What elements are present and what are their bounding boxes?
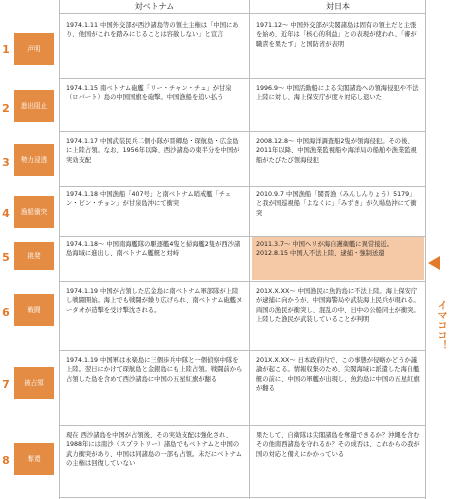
stage-number: 4 (2, 207, 10, 220)
japan-event: 201X.X.XX〜 日本政府内で、この事態が侵略かどうか議論が起こる。情報収集のため、尖閣海域に派遣した海自艦艇の前に、中国の軍艦が出現し、魚釣島に中国の五星紅旗が翻る (256, 357, 420, 392)
row-divider (59, 281, 426, 282)
japan-event: 果たして、自衛隊は尖閣諸島を奪還できるか？沖縄を含むその他南西諸島を守れるか？その成否は、これからの我が国の対応と備えにかかっている (256, 432, 420, 458)
row-divider (59, 425, 426, 426)
stage-label: 勢力浸透 (14, 144, 54, 176)
stage-label: 声明 (14, 33, 54, 65)
stage-number: 1 (2, 43, 10, 56)
vietnam-event: 1974.1.18〜 中国南海艦隊の駆逐艦4隻と掃海艦2隻が西沙諸島海域に進出し、南ベトナム艦艇と対峙 (66, 241, 241, 258)
row-divider (59, 350, 426, 351)
stage-label: 漁船衝突 (14, 196, 54, 228)
japan-event: 2008.12.8〜 中国海洋調査船2隻が領海侵犯。その後、2011年以降、中国漁業監視船や海洋局の船舶や漁業監視船がたびたび領海侵犯 (256, 138, 417, 164)
row-divider (59, 186, 426, 187)
stage-number: 2 (2, 102, 10, 115)
stage-number: 3 (2, 156, 10, 169)
stage-label: 挑発 (14, 242, 54, 270)
vietnam-event: 1974.1.19 中国軍は永楽島に三個歩兵中隊と一個偵察中隊を上陸。翌日にかけて琛航島と金銀島にも上陸占領。戦闘前から占領した島を含めて西沙諸島に中国の五星紅旗が翻る (66, 357, 243, 383)
japan-event: 1996.9〜 中国活動船による尖閣諸島への領海侵犯や不法上陸に対し、海上保安庁が度々対応し退いた (256, 85, 419, 102)
vietnam-event: 1974.1.11 中国外交部が西沙諸島等の領土主権は「中国にあり、他国がこれを踏みにじることは容赦しない」と宣言 (66, 22, 239, 39)
stage-label: 奪還 (14, 443, 54, 475)
vietnam-event: 1974.1.19 中国が占領した広金島に南ベトナム軍部隊が上陸し戦闘開始。海上でも戦闘が繰り広げられ、南ベトナム砲艦ヌータオが造撃を受け撃沈される。 (66, 288, 243, 314)
stage-number: 5 (2, 251, 10, 264)
row-divider (59, 78, 426, 79)
row-divider (59, 131, 426, 132)
row-divider (59, 13, 426, 14)
japan-event-highlighted: 2011.3.7〜 中国ヘリが海自護衛艦に異常接近。2012.8.15 中国人不法上陸、逮捕・強制送還 (252, 237, 424, 280)
stage-number: 8 (2, 454, 10, 467)
japan-event: 1971.12〜 中国外交部が尖閣諸島は固有の領土だと主張を始め、近年は「核心的利益」との表現が使われ、「審が職責を果たす」と国防省が表明 (256, 22, 417, 48)
header-japan: 対日本 (326, 2, 350, 11)
stage-number: 7 (2, 378, 10, 391)
stage-label: 進出阻止 (14, 90, 54, 122)
arrow-left-icon (428, 256, 440, 270)
vietnam-event: 1974.1.17 中国武装民兵二個小隊が晋卿島・琛航島・広金島に上陸占領。なお、1956年以降、西沙諸島の東半分を中国が実効支配 (66, 138, 240, 164)
stage-label: 被占領 (14, 367, 54, 399)
vietnam-event: 現在 西沙諸島を中国が占領後、その実効支配は強化され、1988年には南沙（スプラトリー）諸島でもベトナムと中国の武力衝突があり、中国は同諸島の一部も占領。未だにベトナムの主権は回復していない (66, 432, 242, 467)
stage-number: 6 (2, 306, 10, 319)
japan-event: 201X.X.XX〜 中国漁民に魚釣島に不法上陸。海上保安庁が逮捕に向かうが、中国海警局や武装海上民兵が現れる。両国の漁民が衝突し、混乱の中、日中の公船同士が衝突。上陸した漁民が武装していることが判明 (256, 288, 420, 323)
vietnam-event: 1974.1.15 南ベトナム砲艦「リー・チャン・チュ」が甘泉（ロバート）島の中国国旗を砲撃。中国漁船を追い払う (66, 85, 232, 102)
vietnam-event: 1974.1.18 中国漁船「407号」と南ベトナム哨戒艦「チェン・ビン・チョン」が甘泉島沖にて衝突 (66, 191, 232, 208)
row-divider (59, 497, 426, 498)
stage-label: 戦闘 (14, 294, 54, 326)
japan-event: 2010.9.7 中国漁船「閩晋漁（みんしんりょう）5179」と我が国巡視船「よなくに」「みずき」が久場島沖にて衝突 (256, 191, 417, 217)
current-position-label: イマココ！ (435, 300, 446, 350)
header-vietnam: 対ベトナム (134, 2, 175, 11)
